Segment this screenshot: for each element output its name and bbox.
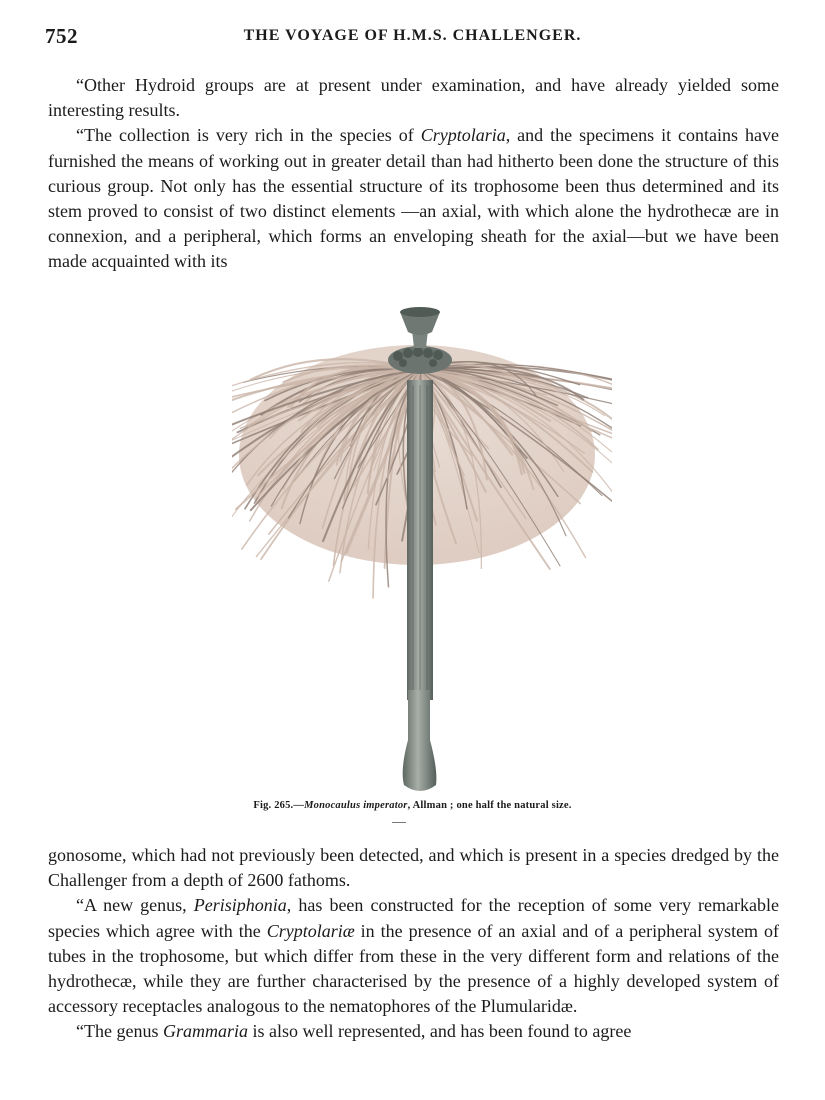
text-run: “A new genus, (76, 895, 194, 916)
hydranth-mouth (400, 307, 440, 317)
text-run: in the presence of an axial and of a peripheral system of tubes in the trophosome, but which differ from these in the very different form and relations of the hydrothecæ, while they are further characterised by the presence of a highly developed system of accessory receptacles analogous to the nematophores of the Plumularidæ. (48, 920, 780, 1017)
paragraph (48, 123, 779, 274)
caption-rule (392, 822, 406, 823)
text-block-bottom (48, 843, 779, 1045)
genus-name: Perisiphonia (193, 895, 287, 916)
paragraph: “Other Hydroid groups are at present under examination, and have already yielded some interesting results. (48, 75, 779, 121)
hydroid-illustration (232, 300, 612, 800)
caption-prefix: Fig. 265.— (253, 800, 305, 811)
paragraph (48, 893, 779, 1019)
running-head: THE VOYAGE OF H.M.S. CHALLENGER. (243, 27, 582, 44)
page-header (0, 24, 825, 60)
figure-caption (0, 800, 825, 811)
genus-name: Grammaria (162, 1021, 248, 1042)
paragraph (48, 1019, 779, 1044)
text-run: , and the specimens it contains have furnished the means of working out in greater detail than had hitherto been done the structure of this curious group. Not only has the essential structure of its trophosome been thus determined and its stem proved to consist of two distinct elements —an axial, with which alone the hydrothecæ are in connexion, and a peripheral, which forms an enveloping sheath for the axial—but we have been made acquainted with its (48, 125, 779, 272)
genus-name: Cryptolaria (420, 125, 506, 146)
text-run: is also well represented, and has been found to agree (247, 1021, 632, 1042)
caption-species: Monocaulus imperator (304, 800, 408, 811)
caption-suffix: , Allman ; one half the natural size. (407, 800, 572, 811)
text-run: , has been constructed for the reception of some very remarkable species which agree with the (48, 895, 779, 941)
page-number: 752 (45, 24, 78, 48)
genus-name: Cryptolariæ (266, 920, 355, 941)
paragraph: gonosome, which had not previously been detected, and which is present in a species dredged by the Challenger from a depth of 2600 fathoms. (48, 845, 779, 891)
stem-lower (403, 690, 437, 791)
text-block-top (48, 73, 779, 275)
text-run: “The genus (76, 1021, 163, 1042)
text-run: “The collection is very rich in the species of (76, 125, 421, 146)
